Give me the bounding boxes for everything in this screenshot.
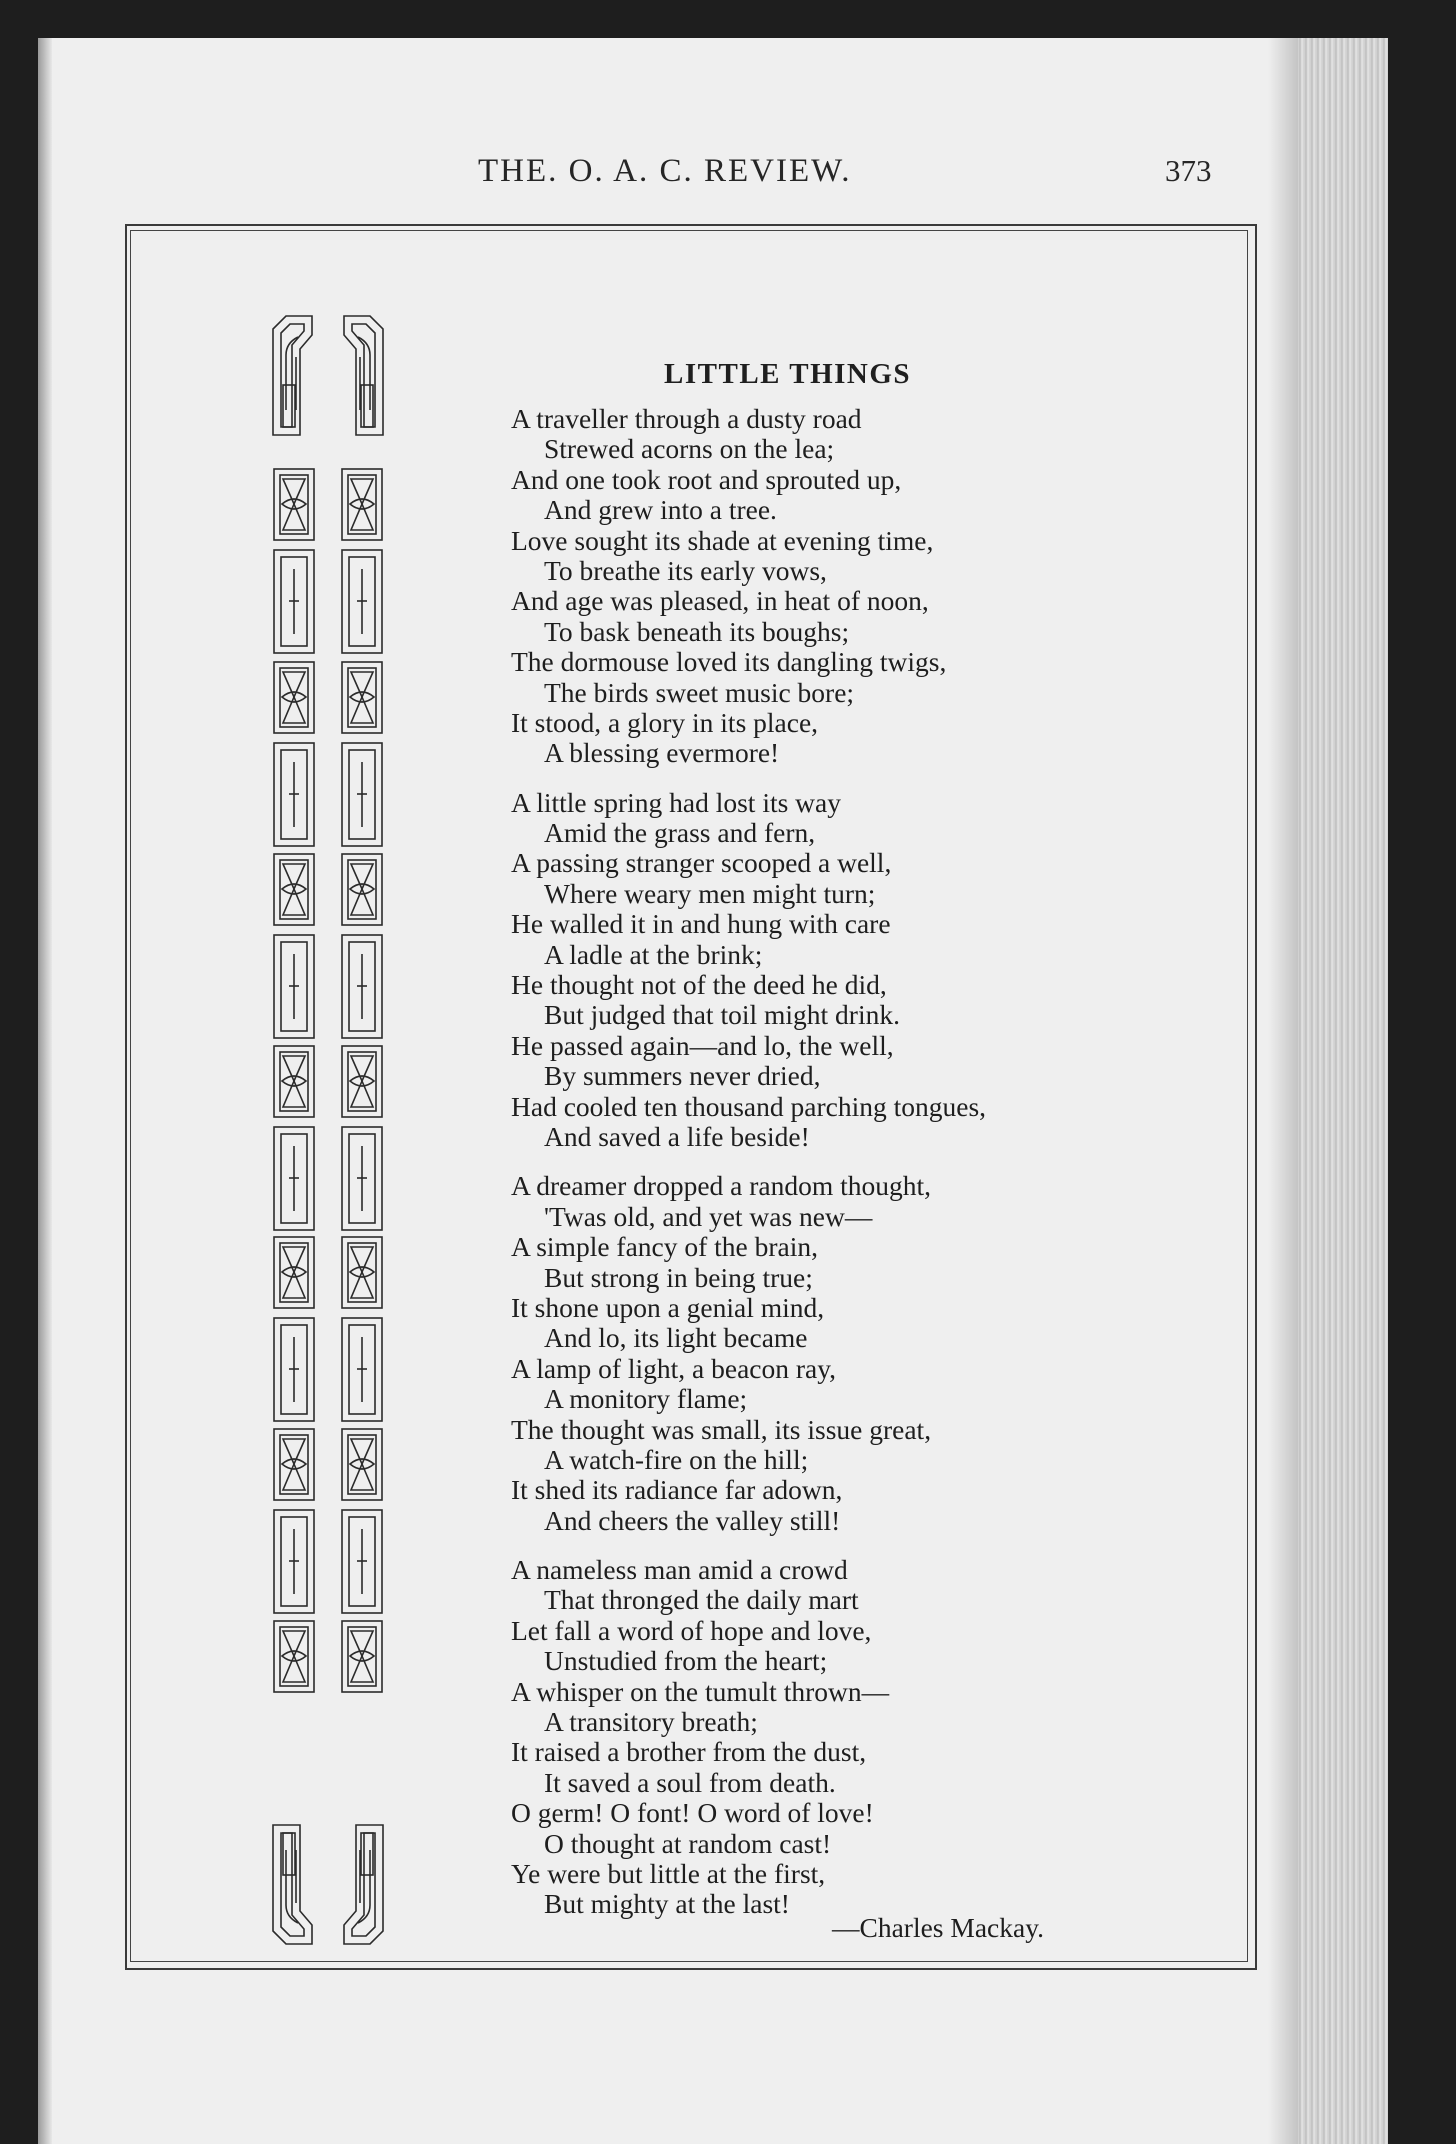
page-gutter-shadow: [38, 38, 52, 2144]
poem-line: A little spring had lost its way: [511, 786, 841, 818]
poem-line: He thought not of the deed he did,: [511, 969, 887, 1001]
poem-line: And one took root and sprouted up,: [511, 463, 902, 495]
poem-line: But judged that toil might drink.: [544, 999, 900, 1031]
poem-line: It shed its radiance far adown,: [511, 1474, 843, 1506]
poem-line: Ye were but little at the first,: [511, 1857, 826, 1889]
poem-line: To bask beneath its boughs;: [544, 615, 850, 647]
poem-line: 'Twas old, and yet was new—: [544, 1200, 873, 1232]
poem-line: A passing stranger scooped a well,: [511, 847, 892, 879]
stanza-gap: [511, 1152, 1151, 1171]
poem-line: O germ! O font! O word of love!: [511, 1797, 874, 1829]
poem-line: A blessing evermore!: [544, 737, 780, 769]
stanza-gap: [511, 769, 1151, 788]
poem-line: The thought was small, its issue great,: [511, 1413, 932, 1445]
poem-line: A nameless man amid a crowd: [511, 1554, 848, 1586]
poem-line: By summers never dried,: [544, 1060, 821, 1092]
poem-line: And cheers the valley still!: [544, 1504, 841, 1536]
poem-stanza: [511, 1171, 1151, 1536]
running-head: THE. O. A. C. REVIEW.: [478, 153, 852, 189]
poem-stanza: [511, 788, 1151, 1153]
poem-line: The birds sweet music bore;: [544, 676, 855, 708]
poem-line: To breathe its early vows,: [544, 554, 827, 586]
poem-line: A transitory breath;: [544, 1706, 758, 1738]
poem-line: The dormouse loved its dangling twigs,: [511, 646, 947, 678]
poem-line: A dreamer dropped a random thought,: [511, 1170, 932, 1202]
poem-line: A traveller through a dusty road: [511, 403, 862, 434]
poem-line: But strong in being true;: [544, 1261, 813, 1293]
poem-line: Unstudied from the heart;: [544, 1645, 828, 1677]
poem-line: A watch-fire on the hill;: [544, 1443, 809, 1475]
decorative-border-ornament: [270, 315, 386, 1945]
poem-line: It raised a brother from the dust,: [511, 1736, 867, 1768]
poem-line: A simple fancy of the brain,: [511, 1231, 818, 1263]
poem-line: Had cooled ten thousand parching tongues,: [511, 1090, 987, 1122]
poem-line: And saved a life beside!: [544, 1120, 810, 1152]
poem-line: Let fall a word of hope and love,: [511, 1614, 872, 1646]
poem-title: LITTLE THINGS: [664, 358, 912, 390]
stanza-gap: [511, 1536, 1151, 1555]
poem-line: Love sought its shade at evening time,: [511, 524, 934, 556]
poem-line: A monitory flame;: [544, 1383, 748, 1415]
poem-attribution: —Charles Mackay.: [832, 1912, 1045, 1943]
poem-line: He passed again—and lo, the well,: [511, 1029, 894, 1061]
page-edge-shadow: [1268, 38, 1298, 2144]
poem-line: That thronged the daily mart: [544, 1584, 859, 1616]
poem-line: A lamp of light, a beacon ray,: [511, 1352, 837, 1384]
page-number: 373: [1165, 153, 1212, 188]
poem-body: [511, 404, 1151, 1920]
poem-line: A whisper on the tumult thrown—: [511, 1675, 890, 1707]
poem-line: And grew into a tree.: [544, 494, 777, 526]
poem-line: A ladle at the brink;: [544, 938, 763, 970]
book-page-edges: [1298, 38, 1388, 2144]
poem-line: It shone upon a genial mind,: [511, 1291, 825, 1323]
poem-stanza: [511, 1555, 1151, 1920]
poem-line: Amid the grass and fern,: [544, 817, 816, 849]
poem-line: Where weary men might turn;: [544, 877, 876, 909]
poem-line: It saved a soul from death.: [544, 1766, 836, 1798]
poem-line: But mighty at the last!: [544, 1888, 790, 1920]
poem-line: And lo, its light became: [544, 1322, 808, 1354]
poem-line: Strewed acorns on the lea;: [544, 433, 835, 465]
poem-line: And age was pleased, in heat of noon,: [511, 585, 929, 617]
poem-line: O thought at random cast!: [544, 1827, 832, 1859]
poem-line: It stood, a glory in its place,: [511, 706, 819, 738]
poem-line: He walled it in and hung with care: [511, 908, 891, 940]
poem-stanza: [511, 404, 1151, 769]
